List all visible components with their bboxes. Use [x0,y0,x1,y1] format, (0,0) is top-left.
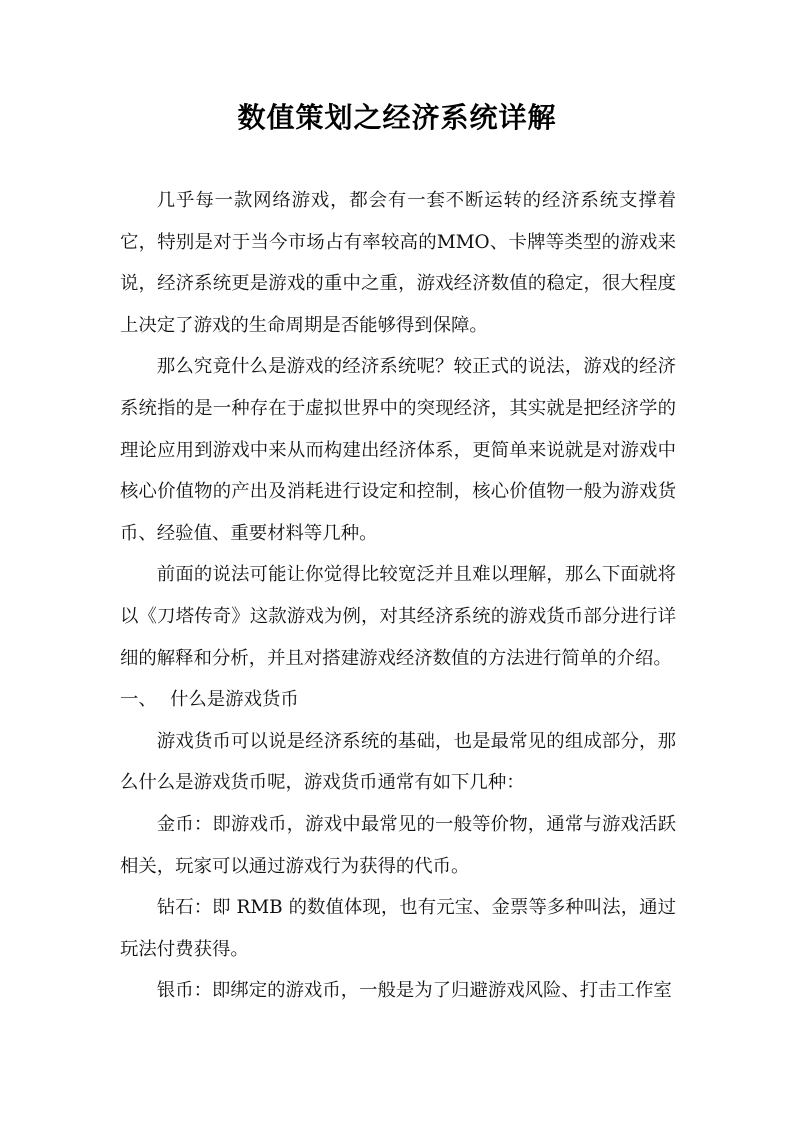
paragraph-diamond: 钻石：即 RMB 的数值体现，也有元宝、金票等多种叫法，通过玩法付费获得。 [120,897,676,960]
paragraph-currency-intro: 游戏货币可以说是经济系统的基础，也是最常见的组成部分，那么什么是游戏货币呢，游戏货币通常有如下几种： [120,730,676,794]
paragraph-definition: 那么究竟什么是游戏的经济系统呢？较正式的说法，游戏的经济系统指的是一种存在于虚拟世界中的突现经济，其实就是把经济学的理论应用到游戏中来从而构建出经济体系，更简单来说就是对游戏中核心价值物的产出及消耗进行设定和控制，核心价值物一般为游戏货币、经验值、重要材料等几种。 [120,356,676,544]
document-body [120,180,676,1012]
paragraph-intro: 几乎每一款网络游戏，都会有一套不断运转的经济系统支撑着它，特别是对于当今市场占有率较高的MMO、卡牌等类型的游戏来说，经济系统更是游戏的重中之重，游戏经济数值的稳定，很大程度上决定了游戏的生命周期是否能够得到保障。 [120,190,676,336]
paragraph-gold: 金币：即游戏币，游戏中最常见的一般等价物，通常与游戏活跃相关，玩家可以通过游戏行为获得的代币。 [120,813,676,877]
section-heading [120,679,676,721]
section-title: 什么是游戏货币 [170,689,299,711]
section-number: 一、 [120,689,157,711]
paragraph-silver: 银币：即绑定的游戏币，一般是为了归避游戏风险、打击工作室 [156,980,672,1002]
paragraph-example: 前面的说法可能让你觉得比较宽泛并且难以理解，那么下面就将以《刀塔传奇》这款游戏为例，对其经济系统的游戏货币部分进行详细的解释和分析，并且对搭建游戏经济数值的方法进行简单的介绍。 [120,564,676,669]
document-title: 数值策划之经济系统详解 [237,101,557,134]
